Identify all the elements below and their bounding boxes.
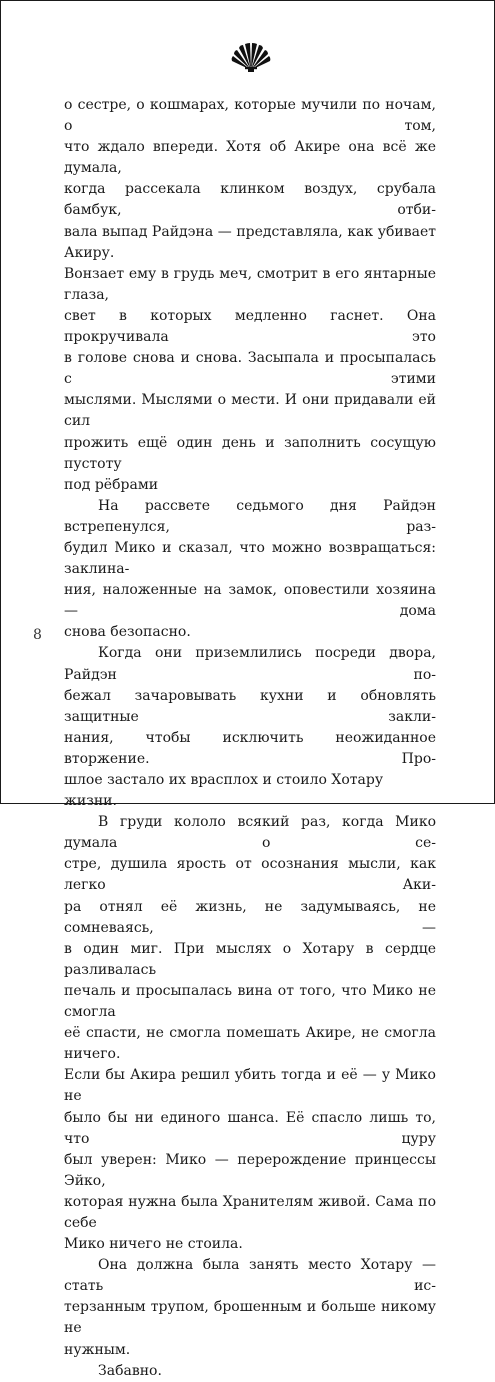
text-line: было бы ни единого шанса. Её спасло лишь то, что цуру	[64, 1109, 436, 1147]
text-line: Вонзает ему в грудь меч, смотрит в его янтарные глаза,	[64, 265, 436, 303]
text-line: печаль и просыпалась вина от того, что Мико не смогла	[64, 982, 436, 1021]
paragraph	[64, 812, 436, 1255]
text-line: когда рассекала клинком воздух, срубала бамбук, отби-	[64, 181, 436, 219]
text-line: бежал зачаровывать кухни и обновлять защитные закли-	[64, 687, 436, 725]
text-line: Если бы Акира решил убить тогда и её — у Мико не	[64, 1067, 436, 1105]
text-line: снова безопасно.	[64, 624, 191, 641]
text-line: вала выпад Райдэна — представляла, как убивает Акиру.	[64, 223, 436, 261]
text-line: будил Мико и сказал, что можно возвращаться: заклина-	[64, 539, 436, 578]
text-line: ра отнял её жизнь, не задумываясь, не сомневаясь, —	[64, 898, 436, 936]
text-line: Мико ничего не стоила.	[64, 1236, 243, 1253]
text-line: был уверен: Мико — перерождение принцессы Эйко,	[64, 1151, 436, 1189]
text-line: в голове снова и снова. Засыпала и просыпалась с этими	[64, 350, 436, 388]
text-line: Она должна была занять место Хотару — стать ис-	[64, 1257, 436, 1295]
text-line: мыслями. Мыслями о мести. И они придавали ей сил	[64, 392, 436, 430]
paragraph	[64, 1255, 436, 1360]
text-line: Когда они приземлились посреди двора, Райдэн по-	[64, 645, 436, 683]
text-line: которая нужна была Хранителям живой. Сама по себе	[64, 1193, 436, 1231]
text-line: шлое застало их врасплох и стоило Хотару жизни.	[64, 772, 384, 810]
text-line: её спасти, не смогла помешать Акире, не смогла ничего.	[64, 1025, 436, 1063]
paragraph	[64, 643, 436, 812]
chapter-text	[64, 95, 436, 1382]
text-line: о сестре, о кошмарах, которые мучили по ночам, о том,	[64, 97, 436, 135]
text-line: что ждало впереди. Хотя об Акире она всё же думала,	[64, 139, 436, 177]
folding-fan-icon	[229, 43, 273, 73]
text-line: ния, наложенные на замок, оповестили хозяина — дома	[64, 582, 436, 620]
text-line: стре, душила ярость от осознания мысли, как легко Аки-	[64, 856, 436, 894]
text-line: прожить ещё один день и заполнить сосущую пустоту	[64, 434, 436, 472]
paragraph	[64, 95, 436, 496]
paragraph	[64, 496, 436, 644]
text-line: На рассвете седьмого дня Райдэн встрепенулся, раз-	[64, 497, 436, 535]
text-line: нания, чтобы исключить неожиданное вторжение. Про-	[64, 729, 436, 767]
text-line: Забавно.	[98, 1362, 162, 1379]
paragraph	[64, 1361, 436, 1382]
text-line: терзанным трупом, брошенным и больше никому не	[64, 1299, 436, 1337]
text-line: свет в которых медленно гаснет. Она прокручивала это	[64, 307, 436, 346]
text-line: под рёбрами	[64, 476, 159, 493]
text-line: в один миг. При мыслях о Хотару в сердце разливалась	[64, 940, 436, 978]
text-line: В груди кололо всякий раз, когда Мико думала о се-	[64, 814, 436, 852]
page-number: 8	[33, 627, 42, 643]
text-line: нужным.	[64, 1341, 131, 1358]
